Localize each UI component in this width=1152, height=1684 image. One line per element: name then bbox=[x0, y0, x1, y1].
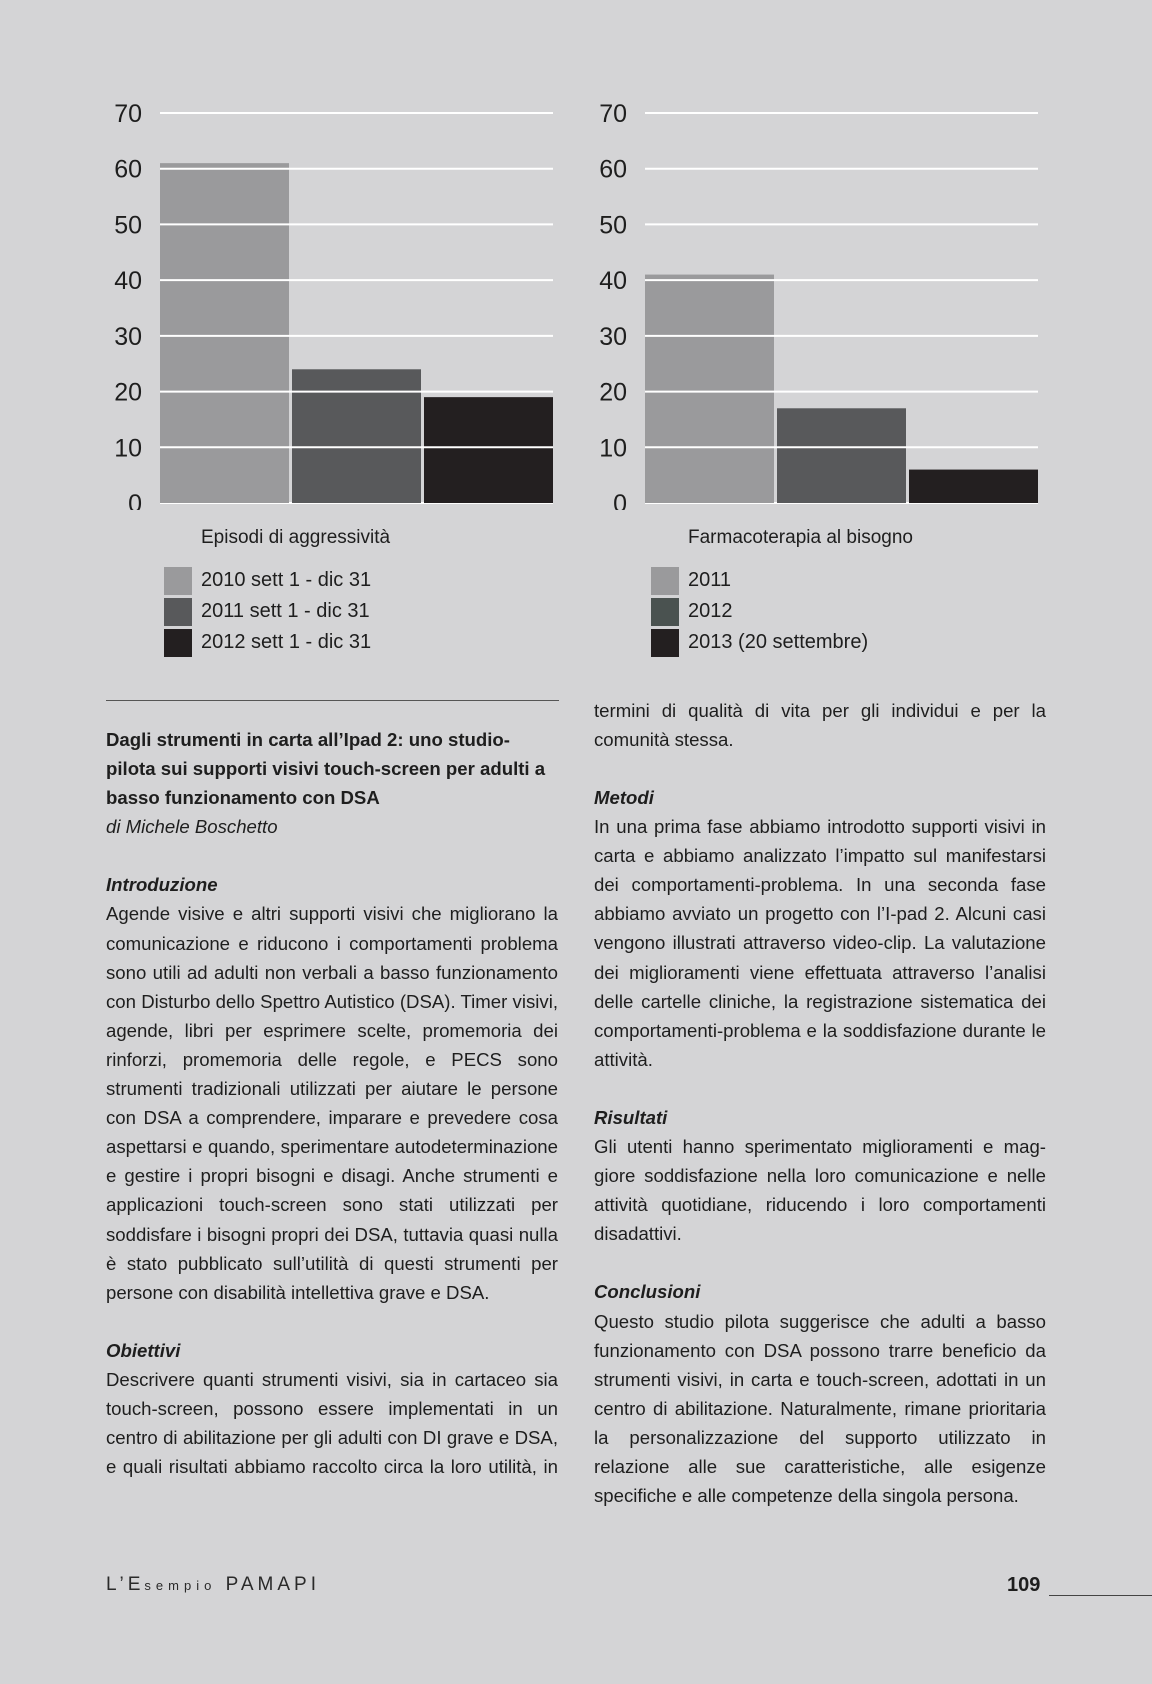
chart-legend bbox=[651, 565, 868, 658]
chart-legend bbox=[164, 565, 371, 658]
journal-name-part: sempio bbox=[144, 1578, 217, 1593]
section-divider bbox=[106, 700, 559, 701]
legend-item bbox=[164, 627, 371, 658]
y-tick-label: 10 bbox=[114, 434, 142, 463]
y-tick-label: 40 bbox=[599, 267, 627, 296]
journal-name-part: L’E bbox=[106, 1574, 145, 1595]
article-author: di Michele Boschetto bbox=[106, 816, 278, 838]
legend-label: 2013 (20 settembre) bbox=[688, 631, 869, 653]
legend-label: 2012 bbox=[688, 600, 733, 622]
y-tick-label: 0 bbox=[613, 490, 627, 510]
text-obiettivi-continued bbox=[594, 696, 1046, 754]
y-tick-label: 50 bbox=[599, 211, 627, 240]
bar bbox=[777, 408, 906, 503]
legend-swatch bbox=[164, 598, 192, 626]
bar bbox=[909, 470, 1038, 503]
text-risultati: Gli utenti hanno sperimentato miglioramenti e maggiore soddisfazione nella loro comunicazione e nelle attività quotidiane, riducendo i loro comportamenti disadattivi. bbox=[594, 1136, 1046, 1245]
heading-risultati: Risultati bbox=[594, 1106, 668, 1128]
y-tick-label: 10 bbox=[599, 434, 627, 463]
bar bbox=[645, 275, 774, 503]
chart-xlabel: Farmacoterapia al bisogno bbox=[688, 527, 913, 548]
journal-name bbox=[106, 1574, 320, 1596]
footer-rule bbox=[1049, 1595, 1152, 1596]
heading-introduzione: Introduzione bbox=[106, 874, 218, 896]
chart-aggressivita bbox=[98, 90, 568, 515]
text-conclusioni: Questo studio pilota suggerisce che adulti a basso funzionamento con DSA possono trarre beneficio da strumenti visivi, in carta e touch-screen, adottati in un centro di abilitazione. Naturalmente, rimane prioritaria la personalizzazione del supporto utilizzato in relazione alle sue caratteristiche, alle esigenze specifiche e alle competenze della singola persona. bbox=[594, 1310, 1046, 1507]
y-tick-label: 20 bbox=[599, 378, 627, 407]
y-tick-label: 30 bbox=[599, 322, 627, 351]
y-tick-label: 40 bbox=[114, 267, 142, 296]
legend-item bbox=[651, 596, 868, 627]
legend-item bbox=[164, 596, 371, 627]
legend-label: 2011 bbox=[688, 569, 732, 591]
heading-conclusioni: Conclusioni bbox=[594, 1281, 701, 1303]
y-tick-label: 70 bbox=[114, 100, 142, 128]
legend-label: 2010 sett 1 - dic 31 bbox=[201, 569, 372, 591]
heading-metodi: Metodi bbox=[594, 787, 654, 808]
bar bbox=[292, 369, 421, 503]
legend-swatch bbox=[651, 598, 679, 626]
article-title: Dagli strumenti in carta all’Ipad 2: uno studio-pilota sui supporti visivi touch-screen per adulti a basso funzionamento con DSA bbox=[106, 729, 546, 809]
bar-chart-aggressivita bbox=[98, 90, 568, 510]
text-metodi: In una prima fase abbiamo introdotto supporti visivi in carta e abbiamo analizzato l’impatto sul manifestarsi dei comportamenti-problema. In una seconda fase abbiamo avviato un progetto con l’I-pad 2. Alcuni casi vengono illustrati attraverso video-clip. La valutazione dei miglioramenti viene effettuata attraverso l’analisi delle cartelle cliniche, la registrazione sistematica dei comportamenti-problema e la soddisfazione durante le attività. bbox=[594, 816, 1046, 1070]
y-tick-label: 60 bbox=[114, 155, 142, 184]
text-obiettivi-overflow: termini di qualità di vita per gli individui e per la comunità stessa. bbox=[594, 700, 1046, 751]
bar bbox=[424, 397, 553, 503]
y-tick-label: 30 bbox=[114, 322, 142, 351]
bar-chart-farmacoterapia bbox=[583, 90, 1053, 510]
page-number: 109 bbox=[1007, 1574, 1041, 1596]
y-tick-label: 70 bbox=[599, 100, 627, 128]
y-tick-label: 50 bbox=[114, 211, 142, 240]
chart-farmacoterapia bbox=[583, 90, 1053, 515]
legend-swatch bbox=[651, 629, 679, 657]
text-introduzione: Agende visive e altri supporti visivi che migliorano la comunicazione e riducono i comportamenti problema sono utili ad adulti non verbali a basso funzionamento con Disturbo dello Spettro Autistico (DSA). Timer visivi, agende, libri per esprimere scelte, promemoria dei rinforzi, promemoria delle regole, e PECS sono strumenti tradizionali utilizzati per aiutare le persone con DSA a comprendere, imparare e prevedere cosa aspettarsi e quando, sperimentare autodeterminazione e gestire i propri bisogni e disagi. Anche strumenti e applicazioni touch-screen sono stati utilizzati per soddisfare i bisogni propri dei DSA, tuttavia quasi nulla è stato pubblicato sull’utilità di questi strumenti per persone con disabilità intellettiva grave e DSA. bbox=[106, 903, 558, 1303]
legend-item bbox=[164, 565, 371, 596]
legend-label: 2011 sett 1 - dic 31 bbox=[201, 600, 370, 622]
legend-item bbox=[651, 627, 868, 658]
legend-swatch bbox=[651, 567, 679, 595]
text-obiettivi bbox=[106, 1365, 558, 1481]
legend-label: 2012 sett 1 - dic 31 bbox=[201, 631, 372, 653]
y-tick-label: 60 bbox=[599, 155, 627, 184]
bar bbox=[160, 163, 289, 503]
y-tick-label: 20 bbox=[114, 378, 142, 407]
journal-name-part: PAMAPI bbox=[216, 1574, 321, 1595]
legend-item bbox=[651, 565, 868, 596]
y-tick-label: 0 bbox=[128, 490, 142, 510]
article-column-left bbox=[106, 725, 558, 1481]
chart-xlabel: Episodi di aggressività bbox=[201, 527, 391, 548]
heading-obiettivi: Obiettivi bbox=[106, 1339, 181, 1361]
legend-swatch bbox=[164, 567, 192, 595]
text-obiettivi-body: Descrivere quanti strumenti visivi, sia in cartaceo sia touch-screen, possono essere implementati in un centro di abilitazione per gli adulti con DI grave e DSA, e quali risultati abbiamo raccolto circa la loro utilità, in bbox=[106, 1368, 558, 1478]
legend-swatch bbox=[164, 629, 192, 657]
article-column-right bbox=[594, 696, 1046, 1510]
